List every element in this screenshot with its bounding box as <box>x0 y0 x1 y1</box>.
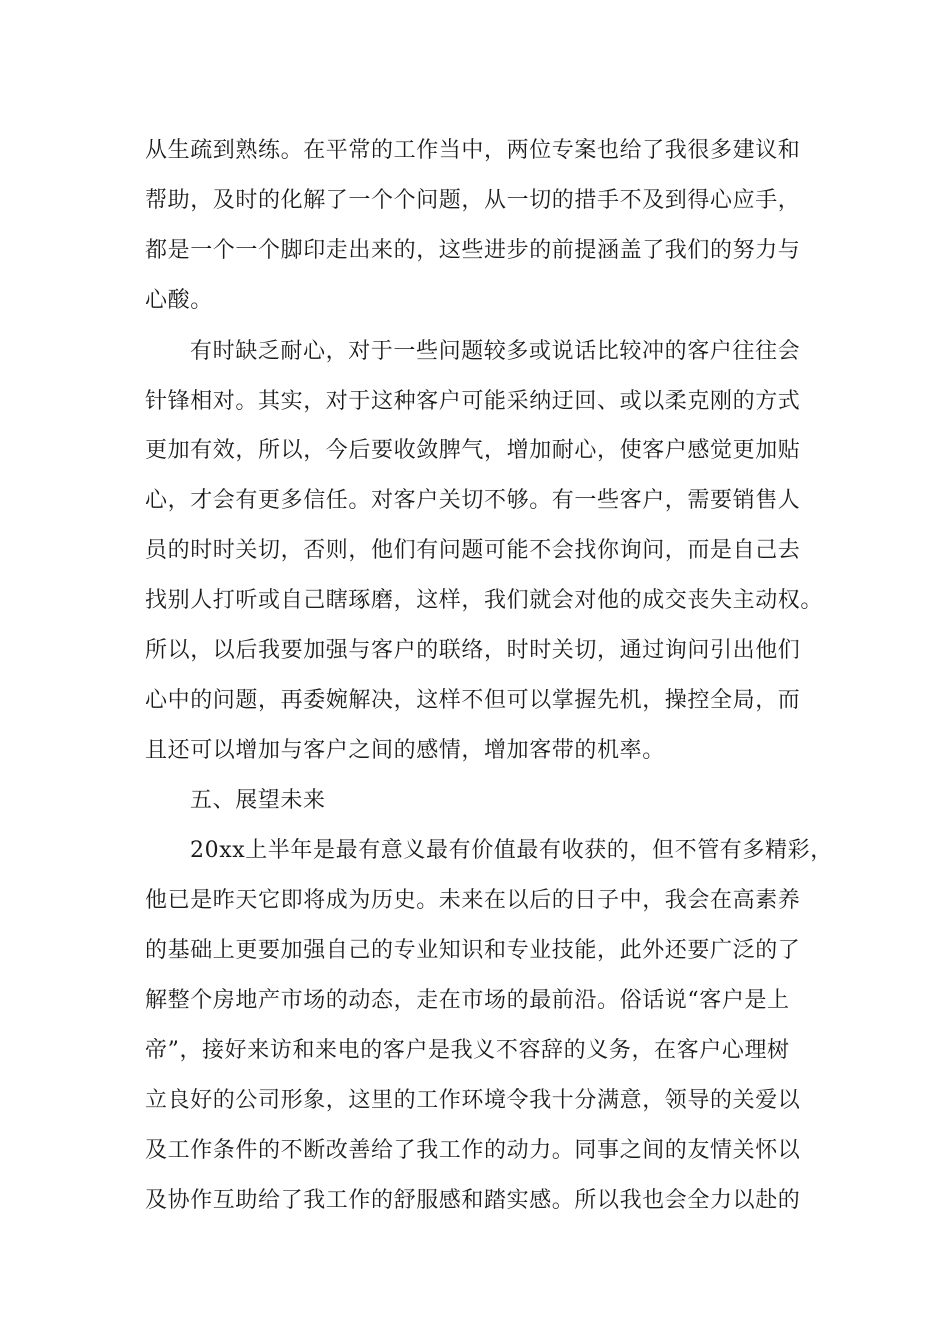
text-line: 及协作互助给了我工作的舒服感和踏实感。所以我也会全力以赴的 <box>145 1188 801 1213</box>
text-line: 更加有效，所以，今后要收敛脾气，增加耐心，使客户感觉更加贴 <box>145 438 801 463</box>
text-line: 帮助，及时的化解了一个个问题，从一切的措手不及到得心应手， <box>145 188 801 213</box>
text-line: 且还可以增加与客户之间的感情，增加客带的机率。 <box>145 738 665 763</box>
text-line: 心，才会有更多信任。对客户关切不够。有一些客户，需要销售人 <box>145 488 801 513</box>
text-line: 解整个房地产市场的动态，走在市场的最前沿。俗话说“客户是上 <box>145 988 790 1013</box>
section-heading: 五、展望未来 <box>190 788 326 813</box>
text-line: 所以，以后我要加强与客户的联络，时时关切，通过询问引出他们 <box>145 638 801 663</box>
paragraph-first-line: 20xx上半年是最有意义最有价值最有收获的，但不管有多精彩， <box>190 838 833 863</box>
text-line: 心酸。 <box>145 288 213 313</box>
text-line: 他已是昨天它即将成为历史。未来在以后的日子中，我会在高素养 <box>145 888 801 913</box>
text-line: 立良好的公司形象，这里的工作环境令我十分满意，领导的关爱以 <box>145 1088 801 1113</box>
text-line: 从生疏到熟练。在平常的工作当中，两位专案也给了我很多建议和 <box>145 138 801 163</box>
text-line: 找别人打听或自己瞎琢磨，这样，我们就会对他的成交丧失主动权。 <box>145 588 824 613</box>
text-line: 帝”，接好来访和来电的客户是我义不容辞的义务，在客户心理树 <box>145 1038 790 1063</box>
text-line: 员的时时关切，否则，他们有问题可能不会找你询问，而是自己去 <box>145 538 801 563</box>
text-line: 的基础上更要加强自己的专业知识和专业技能，此外还要广泛的了 <box>145 938 801 963</box>
text-line: 都是一个一个脚印走出来的，这些进步的前提涵盖了我们的努力与 <box>145 238 801 263</box>
paragraph-first-line: 有时缺乏耐心，对于一些问题较多或说话比较冲的客户往往会 <box>190 339 801 364</box>
text-line: 及工作条件的不断改善给了我工作的动力。同事之间的友情关怀以 <box>145 1138 801 1163</box>
text-line: 心中的问题，再委婉解决，这样不但可以掌握先机，操控全局，而 <box>145 688 801 713</box>
text-line: 针锋相对。其实，对于这种客户可能采纳迂回、或以柔克刚的方式 <box>145 389 801 414</box>
